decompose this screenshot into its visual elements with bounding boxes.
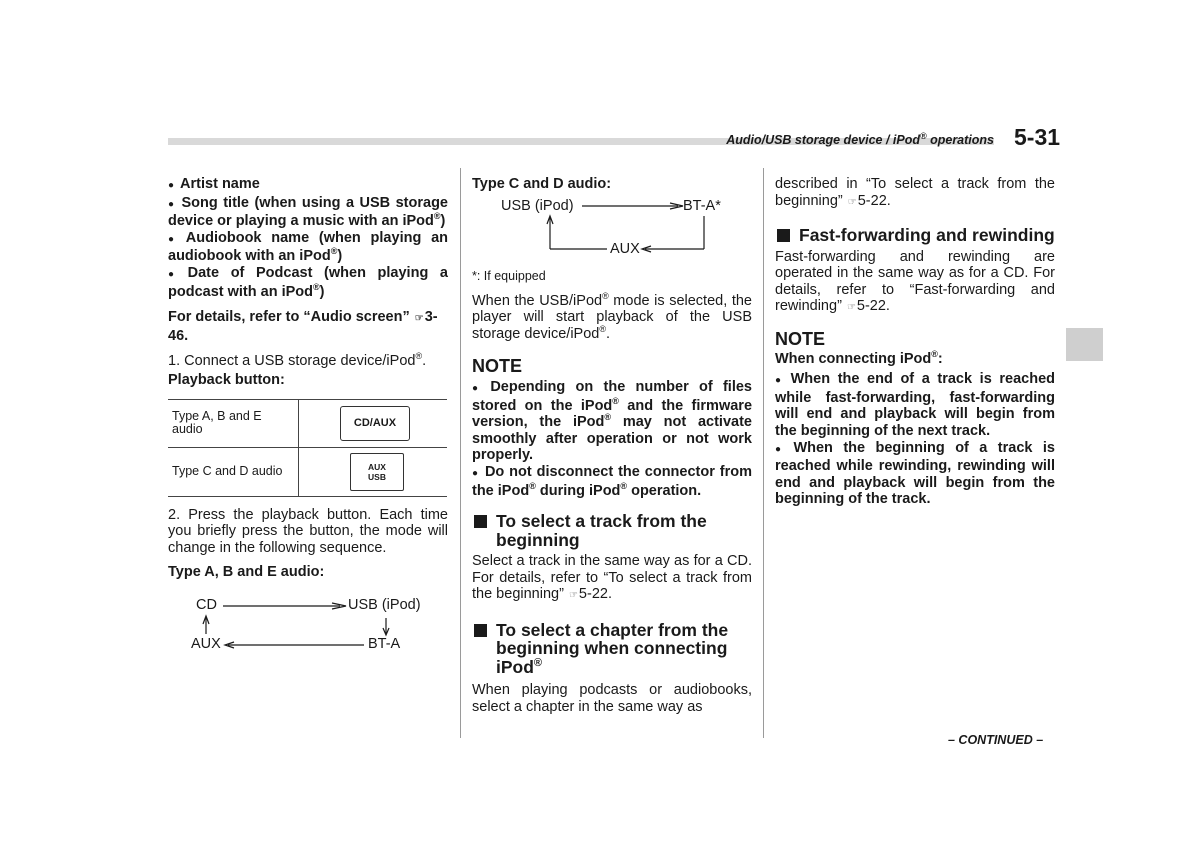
section-heading-fast-forward: Fast-forwarding and rewinding <box>775 226 1055 245</box>
square-bullet-icon <box>777 229 790 242</box>
square-bullet-icon <box>474 624 487 637</box>
column-separator <box>763 168 764 738</box>
note-bullet: ● Do not disconnect the connector from the iPod® during iPod® operation. <box>472 463 752 499</box>
select-track-text: Select a track in the same way as for a CD. For details, refer to “To select a track from the beginning” ☞5-22. <box>472 553 752 603</box>
details-reference: For details, refer to “Audio screen” ☞3-46. <box>168 309 438 344</box>
continued-label: – CONTINUED – <box>948 733 1044 747</box>
reference-arrow-icon: ☞ <box>847 196 857 208</box>
step-2: 2. Press the playback button. Each time you briefly press the button, the mode will change in the following sequence. <box>168 506 448 556</box>
reference-arrow-icon: ☞ <box>414 313 424 325</box>
column-separator <box>460 168 461 738</box>
mode-sequence-diagram-abe <box>168 596 448 660</box>
note-bullet: ● When the beginning of a track is reached while rewinding, rewinding will end and playback will begin from the beginning of the track. <box>775 439 1055 508</box>
section-heading-select-track: To select a track from the beginning <box>472 512 752 549</box>
diagram-arrows <box>472 196 752 260</box>
bullet-item: ● Date of Podcast (when playing a podcast with an iPod®) <box>168 264 448 300</box>
table-cell-button <box>299 447 448 496</box>
note-heading: NOTE <box>472 356 523 377</box>
diagram-label-bta: BT-A* <box>683 198 721 214</box>
note-subheading: When connecting iPod®: <box>775 348 943 367</box>
section-heading-select-chapter: To select a chapter from the beginning when connecting iPod® <box>472 621 752 677</box>
aux-usb-button: AUX USB <box>350 453 404 491</box>
type-cd-heading: Type C and D audio: <box>472 176 612 192</box>
table-cell-label: Type A, B and E audio <box>168 399 299 447</box>
table-row <box>168 399 447 447</box>
playback-heading: Playback button: <box>168 371 285 388</box>
diagram-arrows <box>168 596 448 660</box>
diagram-label-aux: AUX <box>610 241 640 257</box>
reference-arrow-icon: ☞ <box>846 302 856 314</box>
section-title: Audio/USB storage device / iPod® operations <box>726 130 994 147</box>
reference-arrow-icon: ☞ <box>568 590 578 602</box>
column-2-body <box>472 268 752 716</box>
note-bullet: ● When the end of a track is reached while fast-forwarding, fast-forwarding will end and playback will begin from the beginning of the next track. <box>775 371 1055 440</box>
column-2 <box>472 176 752 193</box>
footnote: *: If equipped <box>472 269 546 283</box>
diagram-label-aux: AUX <box>191 636 221 652</box>
diagram-label-cd: CD <box>196 597 217 613</box>
playback-button-table <box>168 399 447 497</box>
bullet-item: ● Song title (when using a USB storage device or playing a music with an iPod®) <box>168 194 448 230</box>
bullet-item: ● Audiobook name (when playing an audiobook with an iPod®) <box>168 229 448 265</box>
diagram-label-bta: BT-A <box>368 636 401 652</box>
diagram-label-usb: USB (iPod) <box>501 198 574 214</box>
usb-mode-text: When the USB/iPod® mode is selected, the player will start playback of the USB storage device/iPod®. <box>472 290 752 342</box>
chapter-thumb-tab <box>1066 328 1103 361</box>
column-3 <box>775 176 1055 508</box>
note-bullet: ● Depending on the number of files stored on the iPod® and the firmware version, the iPod® may not activate smoothly after operation or not work properly. <box>472 378 753 464</box>
mode-sequence-diagram-cd <box>472 196 752 260</box>
fast-forward-text: Fast-forwarding and rewinding are operated in the same way as for a CD. For details, refer to “Fast-forwarding and rewinding” ☞5-22. <box>775 248 1055 315</box>
type-abe-heading: Type A, B and E audio: <box>168 564 325 581</box>
continued-text: described in “To select a track from the beginning” ☞5-22. <box>775 176 1055 209</box>
select-chapter-text: When playing podcasts or audiobooks, select a chapter in the same way as <box>472 682 752 715</box>
column-1 <box>168 176 448 581</box>
square-bullet-icon <box>474 515 487 528</box>
table-cell-label: Type C and D audio <box>168 447 299 496</box>
cd-aux-button: CD/AUX <box>340 406 410 441</box>
table-cell-button <box>299 399 448 447</box>
table-row <box>168 447 447 496</box>
step-1: 1. Connect a USB storage device/iPod®. <box>168 351 427 370</box>
page-number: 5-31 <box>1014 124 1061 150</box>
bullet-item: ● Artist name <box>168 176 260 192</box>
diagram-label-usb: USB (iPod) <box>348 597 421 613</box>
note-heading: NOTE <box>775 329 826 350</box>
